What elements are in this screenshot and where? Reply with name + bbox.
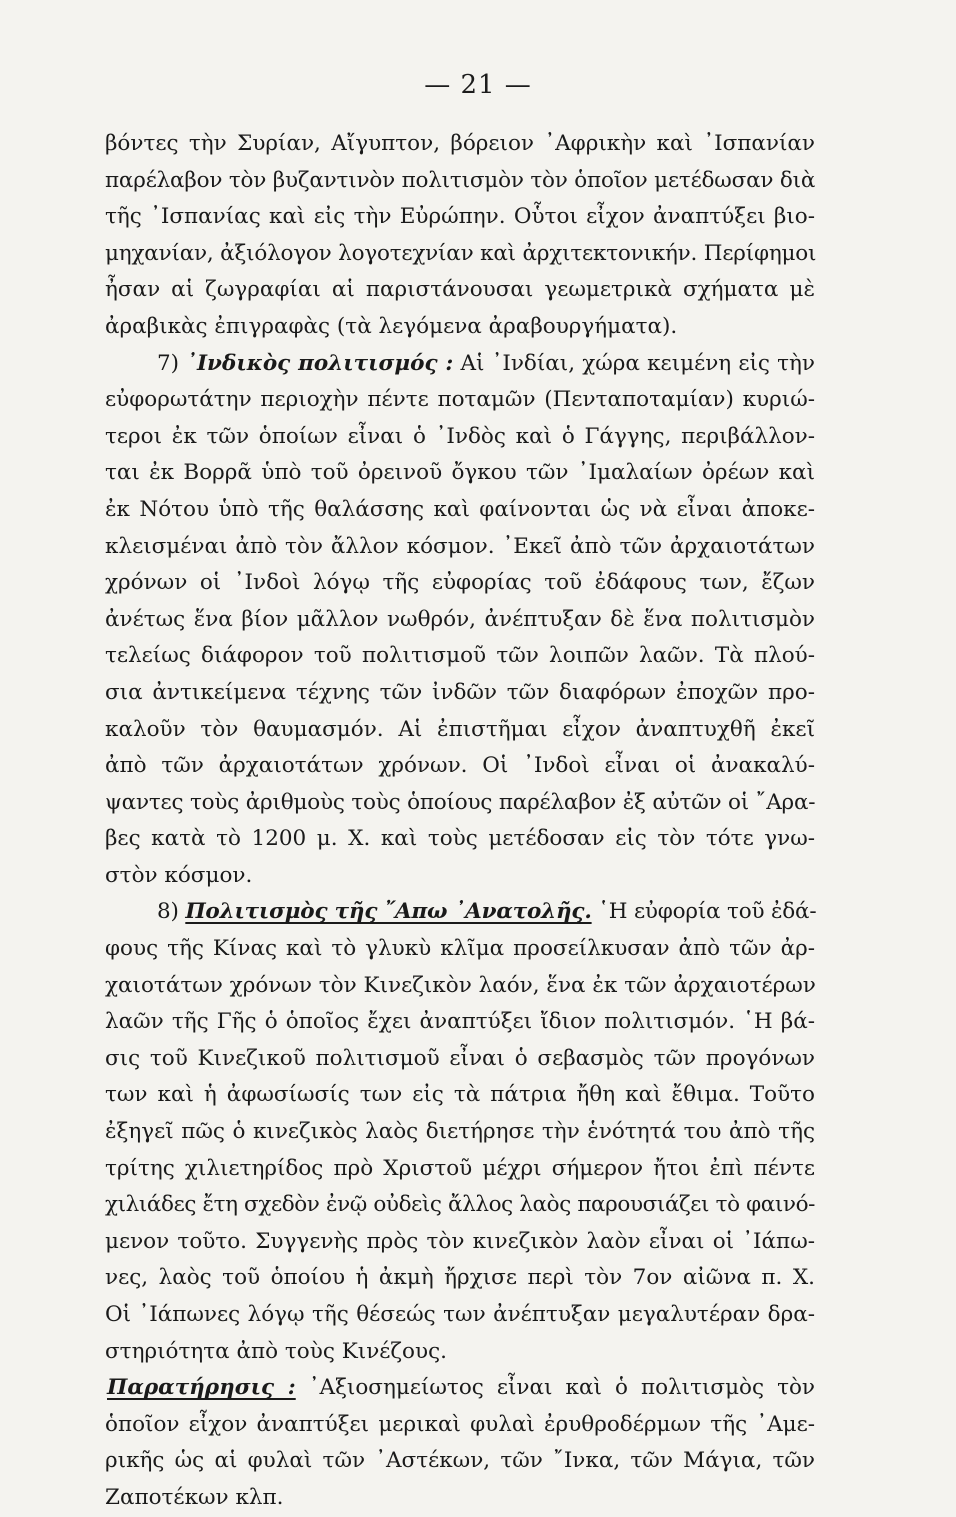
text-line: ἦσαν αἱ ζωγραφίαι αἱ παριστάνουσαι γεωμετρικὰ σχήματα μὲ bbox=[105, 277, 815, 303]
text-line: ψαντες τοὺς ἀριθμοὺς τοὺς ὁποίους παρέλαβον ἐξ αὐτῶν οἱ ῎Αρα- bbox=[105, 789, 816, 815]
text-line: ἀπὸ τῶν ἀρχαιοτάτων χρόνων. Οἱ ᾿Ινδοὶ εἶναι οἱ ἀνακαλύ- bbox=[105, 753, 815, 779]
section-heading: ᾿Ινδικὸς πολιτισμός : bbox=[186, 350, 454, 376]
text-line: Ζαποτέκων κλπ. bbox=[105, 1484, 284, 1510]
text-line: ται ἐκ Βορρᾶ ὑπὸ τοῦ ὀρεινοῦ ὄγκου τῶν ᾿Ιμαλαίων ὀρέων καὶ bbox=[105, 460, 815, 486]
paragraph-remark bbox=[105, 1370, 815, 1516]
page-number: — 21 — bbox=[424, 70, 532, 100]
text-line: ὁποῖον εἶχον ἀναπτύξει μερικαὶ φυλαὶ ἐρυθροδέρμων τῆς ᾿Αμε- bbox=[105, 1411, 815, 1437]
text-line: στηριότητα ἀπὸ τοὺς Κινέζους. bbox=[105, 1338, 447, 1364]
text-line: χαιοτάτων χρόνων τὸν Κινεζικὸν λαόν, ἕνα ἐκ τῶν ἀρχαιοτέρων bbox=[105, 972, 816, 998]
text-line: σις τοῦ Κινεζικοῦ πολιτισμοῦ εἶναι ὁ σεβασμὸς τῶν προγόνων bbox=[105, 1045, 815, 1071]
text-line: φους τῆς Κίνας καὶ τὸ γλυκὺ κλῖμα προσείλκυσαν ἀπὸ τῶν ἀρ- bbox=[105, 936, 815, 962]
paragraph-arab-continuation bbox=[105, 126, 815, 346]
text-line: ἀνέτως ἕνα βίον μᾶλλον νωθρόν, ἀνέπτυξαν δὲ ἕνα πολιτισμὸν bbox=[105, 606, 815, 632]
text-line: εὐφορωτάτην περιοχὴν πέντε ποταμῶν (Πενταποταμίαν) κυριώ- bbox=[105, 387, 815, 413]
text-line: ἐκ Νότου ὑπὸ τῆς θαλάσσης καὶ φαίνονται ὡς νὰ εἶναι ἀποκε- bbox=[105, 496, 815, 522]
section-number: 7) bbox=[157, 350, 180, 376]
text-line: Οἱ ᾿Ιάπωνες λόγῳ τῆς θέσεώς των ἀνέπτυξαν μεγαλυτέραν δρα- bbox=[105, 1302, 815, 1327]
text-line: τῆς ᾿Ισπανίας καὶ εἰς τὴν Εὐρώπην. Οὗτοι εἶχον ἀναπτύξει βιο- bbox=[105, 204, 815, 230]
text-line bbox=[105, 1370, 815, 1407]
text-line bbox=[105, 346, 815, 383]
text-line: χιλιάδες ἔτη σχεδὸν ἐνῷ οὐδεὶς ἄλλος λαὸς παρουσιάζει τὸ φαινό- bbox=[105, 1192, 815, 1218]
text-line: τρίτης χιλιετηρίδος πρὸ Χριστοῦ μέχρι σήμερον ἤτοι ἐπὶ πέντε bbox=[105, 1155, 815, 1181]
paragraph-far-east-civilization bbox=[105, 894, 815, 1370]
text-line: κλεισμέναι ἀπὸ τὸν ἄλλον κόσμον. ᾿Εκεῖ ἀπὸ τῶν ἀρχαιοτάτων bbox=[105, 533, 815, 559]
text-line: στὸν κόσμον. bbox=[105, 862, 253, 888]
text-line: χρόνων οἱ ᾿Ινδοὶ λόγῳ τῆς εὐφορίας τοῦ ἐδάφους των, ἔζων bbox=[105, 570, 815, 596]
section-number: 8) bbox=[157, 899, 179, 925]
text-line: βόντες τὴν Συρίαν, Αἴγυπτον, βόρειον ᾿Αφρικὴν καὶ ᾿Ισπανίαν bbox=[105, 131, 815, 156]
text-line: καλοῦν τὸν θαυμασμόν. Αἱ ἐπιστῆμαι εἶχον ἀναπτυχθῆ ἐκεῖ bbox=[105, 716, 815, 742]
text-line: ἐξηγεῖ πῶς ὁ κινεζικὸς λαὸς διετήρησε τὴν ἑνότητά του ἀπὸ τῆς bbox=[105, 1119, 815, 1145]
section-heading: Πολιτισμὸς τῆς ῎Απω ᾿Ανατολῆς. bbox=[185, 899, 592, 925]
text-line: παρέλαβον τὸν βυζαντινὸν πολιτισμὸν τὸν ὁποῖον μετέδωσαν διὰ bbox=[105, 167, 816, 193]
text-line: ἀραβικὰς ἐπιγραφὰς (τὰ λεγόμενα ἀραβουργήματα). bbox=[105, 313, 678, 339]
text-line: των καὶ ἡ ἀφωσίωσίς των εἰς τὰ πάτρια ἤθη καὶ ἔθιμα. Τοῦτο bbox=[105, 1082, 815, 1108]
text-line bbox=[105, 894, 815, 931]
text-fragment: Αἱ ᾿Ινδίαι, χώρα κειμένη εἰς τὴν bbox=[460, 350, 815, 376]
text-fragment: ῾Η εὐφορία τοῦ ἐδά- bbox=[598, 899, 817, 925]
text-line: βες κατὰ τὸ 1200 μ. Χ. καὶ τοὺς μετέδοσαν εἰς τὸν τότε γνω- bbox=[105, 826, 815, 852]
text-line: μηχανίαν, ἀξιόλογον λογοτεχνίαν καὶ ἀρχιτεκτονικήν. Περίφημοι bbox=[105, 240, 817, 266]
remark-heading: Παρατήρησις : bbox=[107, 1375, 296, 1401]
body-text bbox=[105, 126, 815, 1517]
text-line: νες, λαὸς τοῦ ὁποίου ἡ ἀκμὴ ἤρχισε περὶ τὸν 7ον αἰῶνα π. Χ. bbox=[105, 1265, 815, 1291]
text-line: μενον τοῦτο. Συγγενὴς πρὸς τὸν κινεζικὸν λαὸν εἶναι οἱ ᾿Ιάπω- bbox=[105, 1228, 815, 1254]
text-line: τελείως διάφορον τοῦ πολιτισμοῦ τῶν λοιπῶν λαῶν. Τὰ πλού- bbox=[105, 643, 815, 669]
text-line: σια ἀντικείμενα τέχνης τῶν ἰνδῶν τῶν διαφόρων ἐποχῶν προ- bbox=[105, 679, 815, 705]
paragraph-indian-civilization bbox=[105, 346, 815, 895]
text-line: λαῶν τῆς Γῆς ὁ ὁποῖος ἔχει ἀναπτύξει ἴδιον πολιτισμόν. ῾Η βά- bbox=[105, 1009, 815, 1035]
text-line: ρικῆς ὡς αἱ φυλαὶ τῶν ᾿Αστέκων, τῶν ῎Ινκα, τῶν Μάγια, τῶν bbox=[105, 1448, 815, 1474]
text-fragment: ᾿Αξιοσημείωτος εἶναι καὶ ὁ πολιτισμὸς τὸν bbox=[308, 1375, 816, 1401]
text-line: τεροι ἐκ τῶν ὁποίων εἶναι ὁ ᾿Ινδὸς καὶ ὁ Γάγγης, περιβάλλον- bbox=[105, 423, 815, 449]
